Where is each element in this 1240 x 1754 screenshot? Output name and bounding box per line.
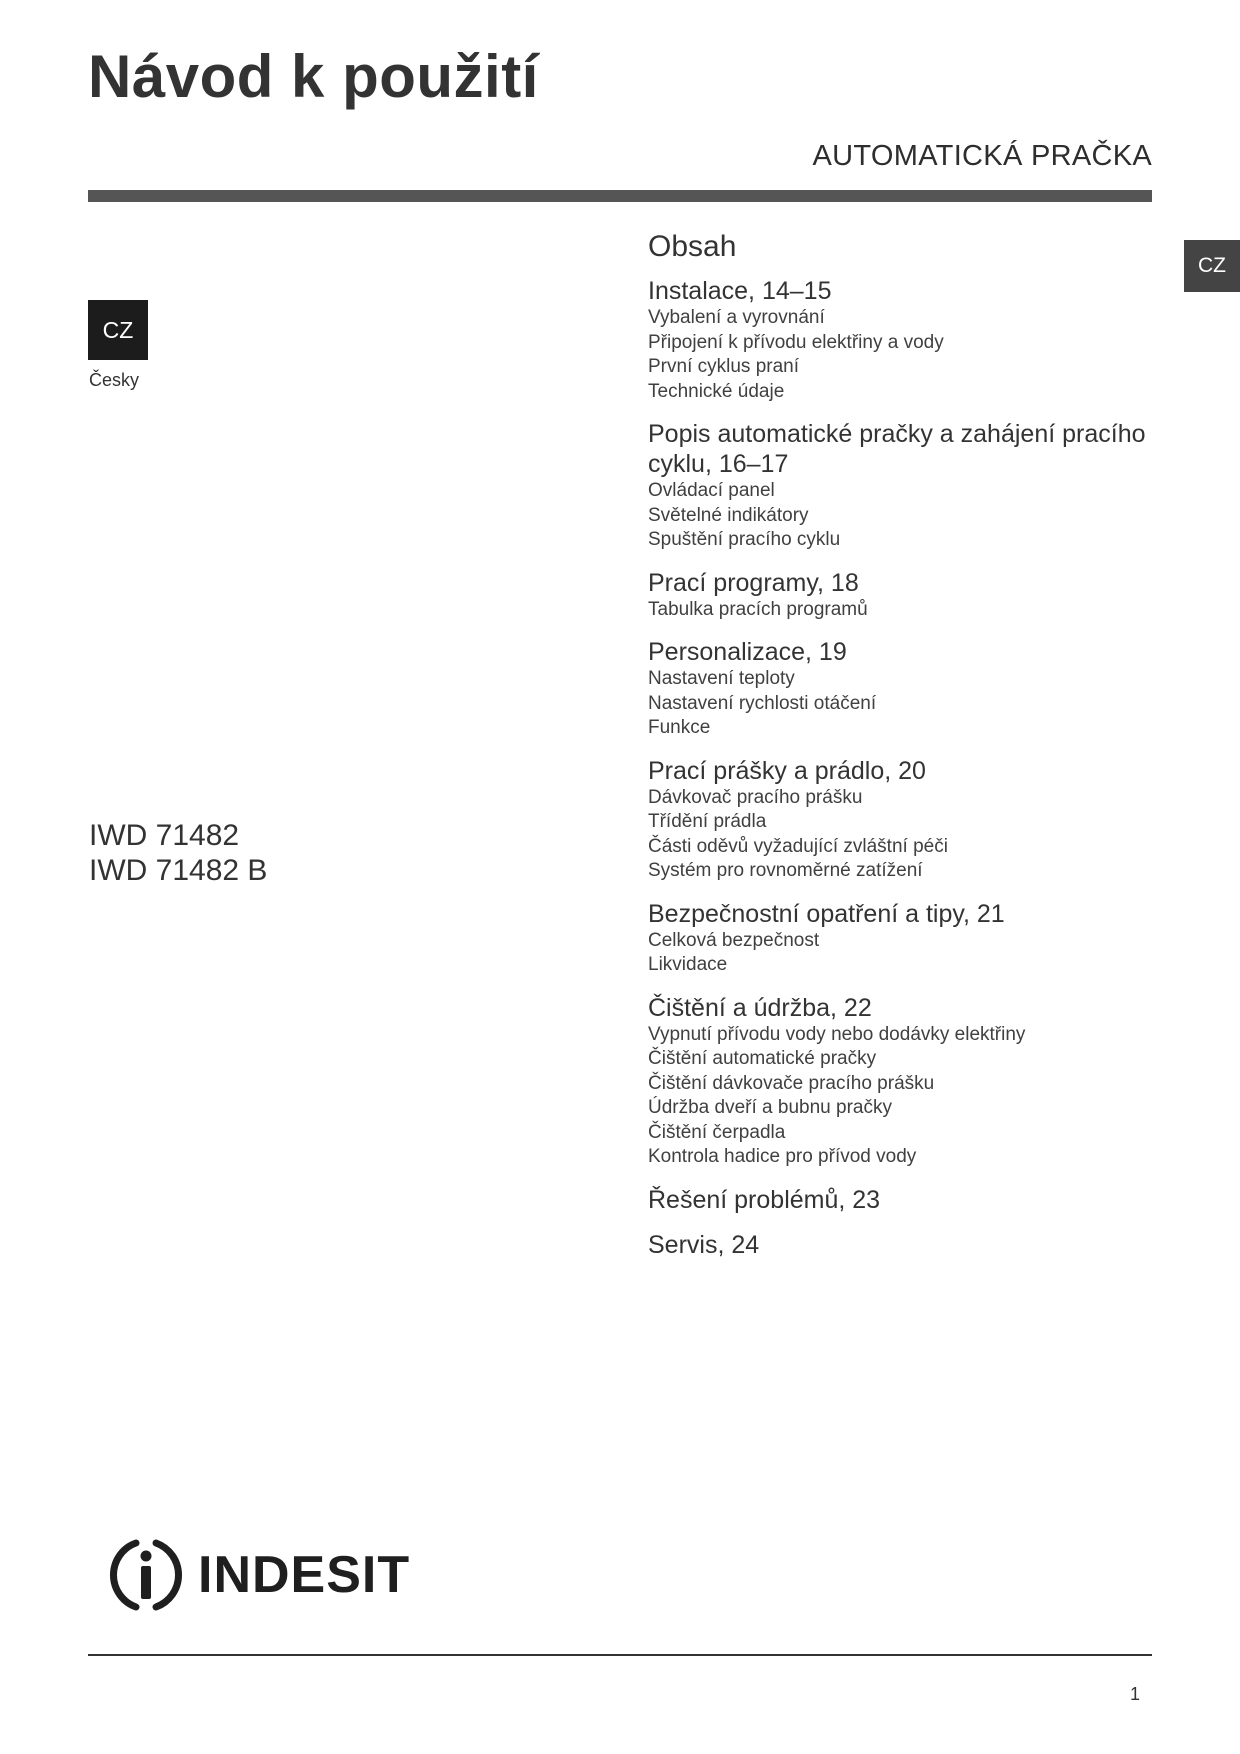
- toc-subsection-list: [648, 667, 1148, 741]
- toc-section-title: Servis, 24: [648, 1230, 760, 1259]
- toc-subsection-list: [648, 1023, 1148, 1170]
- toc-subsection-item: Vypnutí přívodu vody nebo dodávky elektřiny: [648, 1023, 1026, 1045]
- toc-subsection-item: Nastavení teploty: [648, 668, 795, 689]
- model-name: IWD 71482: [89, 819, 240, 852]
- page-number: 1: [1129, 1684, 1140, 1704]
- toc-section: [648, 756, 1148, 884]
- toc-subsection-item: První cyklus praní: [648, 356, 799, 377]
- toc-section-title: Prací programy, 18: [648, 568, 859, 597]
- indesit-logo-icon: [106, 1535, 186, 1615]
- toc-subsection-item: Světelné indikátory: [648, 504, 809, 526]
- toc-subsection-list: [648, 929, 1148, 978]
- toc-section: [648, 1230, 1148, 1260]
- toc-subsection-item: Třídění prádla: [648, 811, 767, 832]
- toc-subsection-item: Celková bezpečnost: [648, 929, 820, 951]
- toc-section-title: Popis automatické pračky a zahájení pracího cyklu, 16–17: [648, 420, 1146, 478]
- toc-section-title: Prací prášky a prádlo, 20: [648, 756, 926, 785]
- toc-subsection-list: [648, 598, 1148, 623]
- toc-section-title: Personalizace, 19: [648, 638, 847, 666]
- indesit-logo-wordmark: INDESIT: [198, 1546, 411, 1604]
- toc-subsection-item: Systém pro rovnoměrné zatížení: [648, 860, 923, 881]
- toc-subsection-item: Likvidace: [648, 954, 728, 975]
- toc-subsection-list: [648, 786, 1148, 884]
- toc-subsection-item: Čištění automatické pračky: [648, 1048, 877, 1069]
- toc-section: [648, 1185, 1148, 1215]
- toc-subsection-item: Spuštění pracího cyklu: [648, 529, 841, 550]
- document-title: Návod k použití: [88, 43, 539, 110]
- toc-section-title: Instalace, 14–15: [648, 277, 832, 305]
- toc-section: [648, 899, 1148, 978]
- header-divider-bar: [88, 190, 1152, 202]
- language-side-tab: CZ: [1184, 240, 1240, 292]
- toc-subsection-item: Části oděvů vyžadující zvláštní péči: [648, 835, 948, 857]
- toc-sections: [648, 276, 1148, 1260]
- toc-section: [648, 637, 1148, 741]
- toc-section-title: Řešení problémů, 23: [648, 1185, 881, 1214]
- toc-section-title: Bezpečnostní opatření a tipy, 21: [648, 899, 1005, 928]
- toc-subsection-list: [648, 479, 1148, 553]
- toc-subsection-item: Údržba dveří a bubnu pračky: [648, 1097, 892, 1118]
- footer-divider: [88, 1654, 1152, 1656]
- toc-subsection-item: Dávkovač pracího prášku: [648, 786, 863, 808]
- toc-subsection-item: Ovládací panel: [648, 480, 775, 501]
- toc-subsection-item: Čištění dávkovače pracího prášku: [648, 1072, 935, 1094]
- toc-subsection-item: Vybalení a vyrovnání: [648, 307, 825, 328]
- toc-subsection-item: Kontrola hadice pro přívod vody: [648, 1146, 917, 1167]
- language-label: Česky: [89, 370, 140, 390]
- toc-section: [648, 419, 1148, 553]
- toc-section: [648, 276, 1148, 404]
- toc-subsection-item: Připojení k přívodu elektřiny a vody: [648, 331, 944, 353]
- toc-section: [648, 993, 1148, 1170]
- product-type-heading: AUTOMATICKÁ PRAČKA: [812, 140, 1152, 172]
- toc-subsection-item: Tabulka pracích programů: [648, 598, 868, 620]
- model-name: IWD 71482 B: [89, 854, 268, 887]
- toc-section-title: Čištění a údržba, 22: [648, 993, 872, 1022]
- model-list: [89, 818, 267, 888]
- language-badge: CZ: [88, 300, 148, 360]
- toc-subsection-item: Technické údaje: [648, 380, 785, 402]
- indesit-logo: [106, 1530, 410, 1620]
- toc-subsection-item: Funkce: [648, 717, 711, 738]
- toc-subsection-list: [648, 306, 1148, 404]
- toc-subsection-item: Nastavení rychlosti otáčení: [648, 692, 877, 714]
- toc-heading: Obsah: [648, 230, 737, 263]
- table-of-contents: [648, 230, 1148, 1275]
- toc-section: [648, 568, 1148, 623]
- toc-subsection-item: Čištění čerpadla: [648, 1121, 786, 1143]
